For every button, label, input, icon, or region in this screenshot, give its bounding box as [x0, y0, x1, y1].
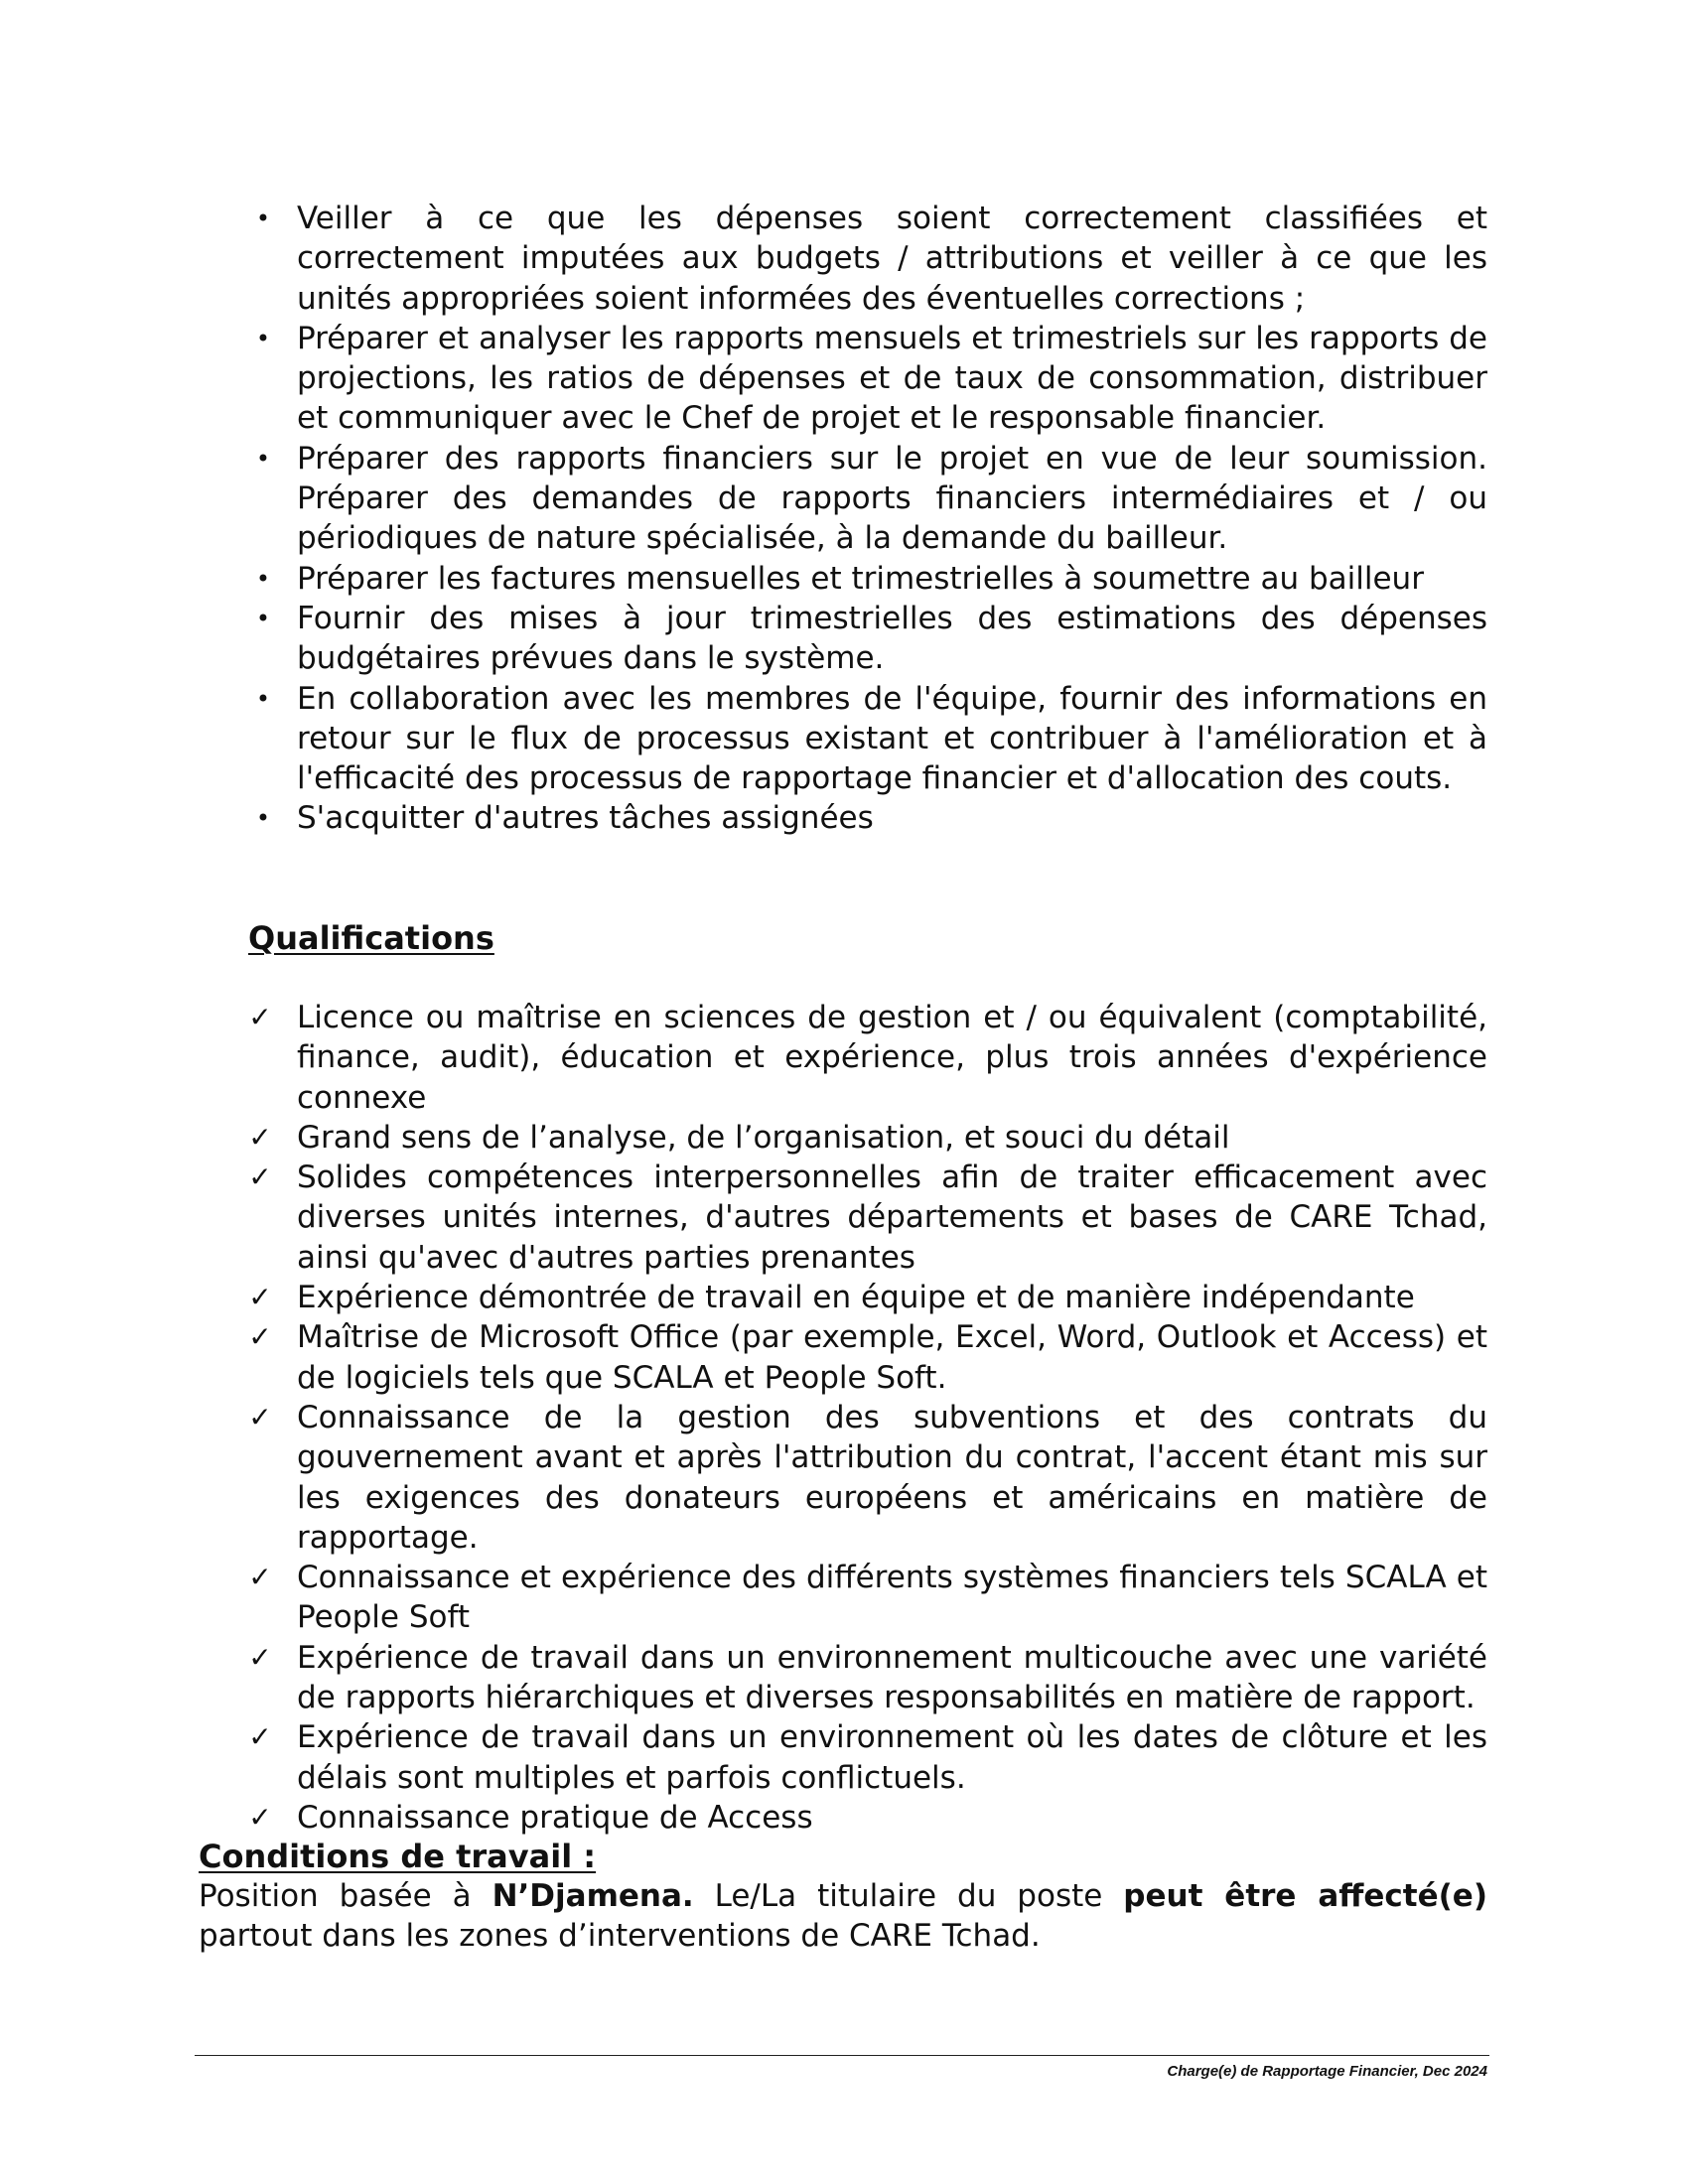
bullet-icon: •	[255, 324, 271, 352]
conditions-text-part: Position basée à	[199, 1878, 492, 1914]
list-item	[248, 1558, 1487, 1638]
list-item-text: Grand sens de l’analyse, de l’organisation, et souci du détail	[297, 1119, 1230, 1156]
qualifications-list	[248, 998, 1487, 1838]
list-item-text: Expérience de travail dans un environnement multicouche avec une variété de rapports hiérarchiques et diverses responsabilités en matière de rapport.	[297, 1639, 1487, 1716]
list-item-text: Solides compétences interpersonnelles afin de traiter efficacement avec diverses unités internes, d'autres départements et bases de CARE Tchad, ainsi qu'avec d'autres parties prenantes	[297, 1160, 1487, 1276]
conditions-paragraph	[199, 1876, 1487, 1957]
list-item	[248, 1158, 1487, 1278]
responsibilities-list	[248, 199, 1487, 839]
list-item-text: En collaboration avec les membres de l'équipe, fournir des informations en retour sur le flux de processus existant et contribuer à l'amélioration et à l'efficacité des processus de rapportage financier et d'allocation des couts.	[297, 680, 1487, 797]
list-item	[248, 559, 1487, 599]
conditions-text-part: Le/La titulaire du poste	[693, 1878, 1124, 1914]
list-item-text: Préparer les factures mensuelles et trimestrielles à soumettre au bailleur	[297, 560, 1424, 597]
list-item	[248, 1317, 1487, 1398]
list-item	[248, 798, 1487, 838]
list-item	[248, 199, 1487, 319]
checkmark-icon: ✓	[248, 1320, 272, 1354]
checkmark-icon: ✓	[248, 1281, 272, 1314]
list-item	[248, 599, 1487, 679]
list-item-text: Connaissance et expérience des différents systèmes financiers tels SCALA et People Soft	[297, 1560, 1487, 1636]
list-item-text: Connaissance pratique de Access	[297, 1799, 813, 1836]
list-item	[248, 1118, 1487, 1158]
list-item	[248, 319, 1487, 439]
footer-divider	[195, 2055, 1489, 2056]
location-text: N’Djamena.	[492, 1878, 694, 1914]
assignment-text: peut être affecté(e)	[1123, 1878, 1488, 1914]
checkmark-icon: ✓	[248, 1720, 272, 1754]
bullet-icon: •	[255, 804, 271, 833]
list-item	[248, 1798, 1487, 1838]
list-item	[248, 439, 1487, 559]
conditions-text-part: partout dans les zones d’interventions de CARE Tchad.	[199, 1918, 1041, 1955]
list-item	[248, 679, 1487, 799]
bullet-icon: •	[255, 564, 271, 593]
bullet-icon: •	[255, 444, 271, 473]
checkmark-icon: ✓	[248, 1001, 272, 1033]
list-item	[248, 998, 1487, 1118]
list-item-text: Maîtrise de Microsoft Office (par exemple, Excel, Word, Outlook et Access) et de logiciels tels que SCALA et People Soft.	[297, 1319, 1487, 1396]
list-item	[248, 1638, 1487, 1718]
list-item-text: Licence ou maîtrise en sciences de gestion et / ou équivalent (comptabilité, finance, audit), éducation et expérience, plus trois années d'expérience connexe	[297, 1000, 1487, 1116]
list-item-text: S'acquitter d'autres tâches assignées	[297, 800, 874, 837]
list-item	[248, 1278, 1487, 1317]
checkmark-icon: ✓	[248, 1561, 272, 1594]
checkmark-icon: ✓	[248, 1400, 272, 1433]
bullet-icon: •	[255, 684, 271, 713]
bullet-icon: •	[255, 205, 271, 232]
conditions-heading: Conditions de travail :	[199, 1838, 597, 1875]
list-item-text: Expérience démontrée de travail en équipe et de manière indépendante	[297, 1280, 1415, 1316]
bullet-icon: •	[255, 604, 271, 632]
list-item	[248, 1398, 1487, 1558]
list-item-text: Préparer et analyser les rapports mensuels et trimestriels sur les rapports de projections, les ratios de dépenses et de taux de consommation, distribuer et communiquer avec le Chef de projet et le responsable financier.	[297, 320, 1487, 437]
checkmark-icon: ✓	[248, 1640, 272, 1674]
list-item-text: Connaissance de la gestion des subventions et des contrats du gouvernement avant et après l'attribution du contrat, l'accent étant mis sur les exigences des donateurs européens et américains en matière de rapportage.	[297, 1399, 1487, 1556]
list-item-text: Veiller à ce que les dépenses soient correctement classifiées et correctement imputées aux budgets / attributions et veiller à ce que les unités appropriées soient informées des éventuelles corrections ;	[297, 201, 1487, 317]
checkmark-icon: ✓	[248, 1800, 272, 1834]
list-item	[248, 1717, 1487, 1798]
footer-text: Charge(e) de Rapportage Financier, Dec 2024	[1167, 2063, 1487, 2080]
list-item-text: Expérience de travail dans un environnement où les dates de clôture et les délais sont multiples et parfois conflictuels.	[297, 1719, 1487, 1796]
checkmark-icon: ✓	[248, 1120, 272, 1154]
qualifications-heading: Qualifications	[248, 919, 494, 957]
list-item-text: Fournir des mises à jour trimestrielles des estimations des dépenses budgétaires prévues dans le système.	[297, 600, 1487, 677]
checkmark-icon: ✓	[248, 1160, 272, 1194]
list-item-text: Préparer des rapports financiers sur le projet en vue de leur soumission. Préparer des demandes de rapports financiers intermédiaires et / ou périodiques de nature spécialisée, à la demande du bailleur.	[297, 440, 1487, 557]
